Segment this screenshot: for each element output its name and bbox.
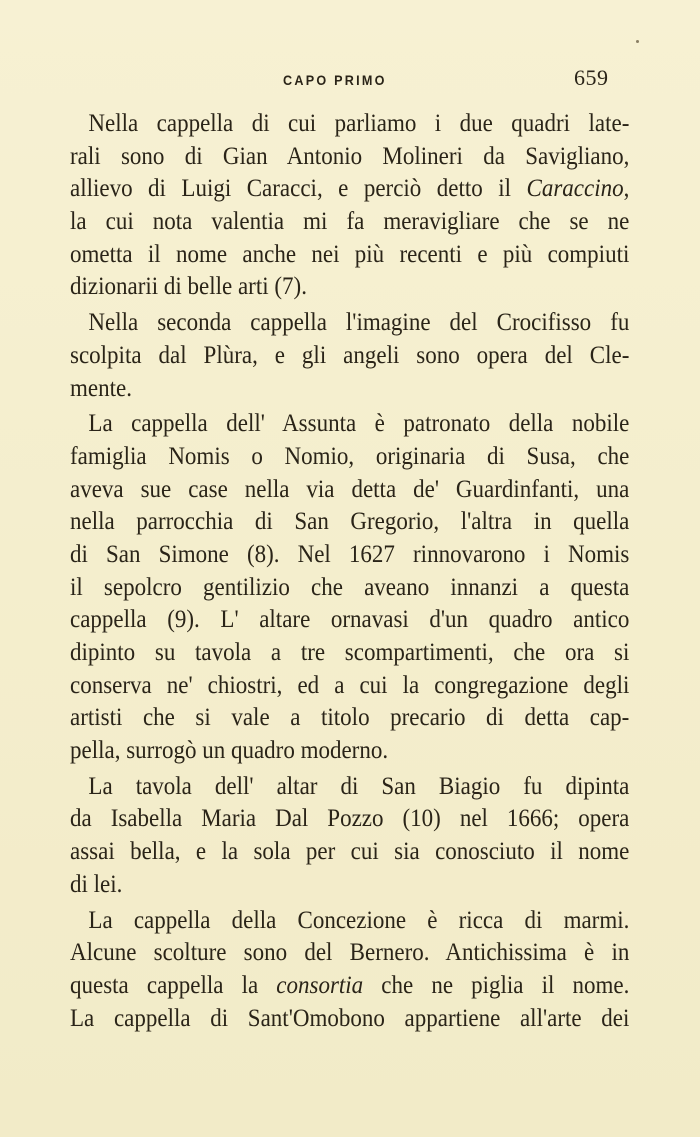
text-line: nella parrocchia di San Gregorio, l'altra in quella: [70, 508, 630, 536]
text-span: ,: [623, 175, 630, 203]
text-line: ometta il nome anche nei più recenti e più compiuti: [70, 240, 630, 268]
text-span: allievo di Luigi Caracci, e perciò detto il: [70, 175, 527, 203]
text-line: di San Simone (8). Nel 1627 rinnovarono i Nomis: [70, 540, 630, 568]
text-line: La cappella di Sant'Omobono appartiene all'arte dei: [70, 1004, 630, 1032]
text-line: scolpita dal Plùra, e gli angeli sono opera del Cle-: [70, 341, 630, 369]
text-line: dizionarii di belle arti (7).: [70, 273, 307, 301]
text-line: la cui nota valentia mi fa meravigliare che se ne: [70, 208, 630, 236]
text-line: [70, 970, 629, 1003]
text-line: [70, 173, 629, 206]
page-number: 659: [574, 65, 609, 90]
text-line: di lei.: [70, 870, 123, 898]
text-line: La cappella dell' Assunta è patronato della nobile: [88, 410, 630, 438]
italic-term: consortia: [276, 971, 364, 999]
paper-speck: [636, 40, 639, 43]
text-line: da Isabella Maria Dal Pozzo (10) nel 1666; opera: [70, 805, 630, 833]
text-span: che ne piglia il nome.: [363, 971, 630, 999]
text-line: famiglia Nomis o Nomio, originaria di Susa, che: [70, 442, 630, 470]
text-line: La tavola dell' altar di San Biagio fu dipinta: [88, 772, 630, 800]
body-text: [70, 108, 630, 1035]
text-line: Alcune scolture sono del Bernero. Antichissima è in: [70, 939, 630, 967]
text-line: pella, surrogò un quadro moderno.: [70, 737, 389, 765]
text-span: questa cappella la: [70, 971, 277, 999]
italic-term: Caraccino: [526, 175, 624, 203]
text-line: La cappella della Concezione è ricca di marmi.: [88, 906, 630, 934]
text-line: mente.: [70, 374, 132, 402]
text-line: il sepolcro gentilizio che aveano innanzi a questa: [70, 573, 630, 601]
text-line: Nella seconda cappella l'imagine del Crocifisso fu: [88, 309, 630, 337]
text-line: assai bella, e la sola per cui sia conosciuto il nome: [70, 838, 630, 866]
text-line: conserva ne' chiostri, ed a cui la congregazione degli: [70, 671, 630, 699]
text-line: Nella cappella di cui parliamo i due quadri late-: [88, 110, 630, 137]
running-head: CAPO PRIMO: [283, 72, 387, 88]
text-line: dipinto su tavola a tre scompartimenti, che ora si: [70, 639, 630, 666]
text-line: aveva sue case nella via detta de' Guardinfanti, una: [70, 475, 630, 503]
page-header: [0, 62, 700, 92]
text-line: cappella (9). L' altare ornavasi d'un quadro antico: [70, 606, 630, 634]
text-line: artisti che si vale a titolo precario di detta cap-: [70, 704, 630, 732]
text-line: rali sono di Gian Antonio Molineri da Savigliano,: [70, 142, 630, 170]
